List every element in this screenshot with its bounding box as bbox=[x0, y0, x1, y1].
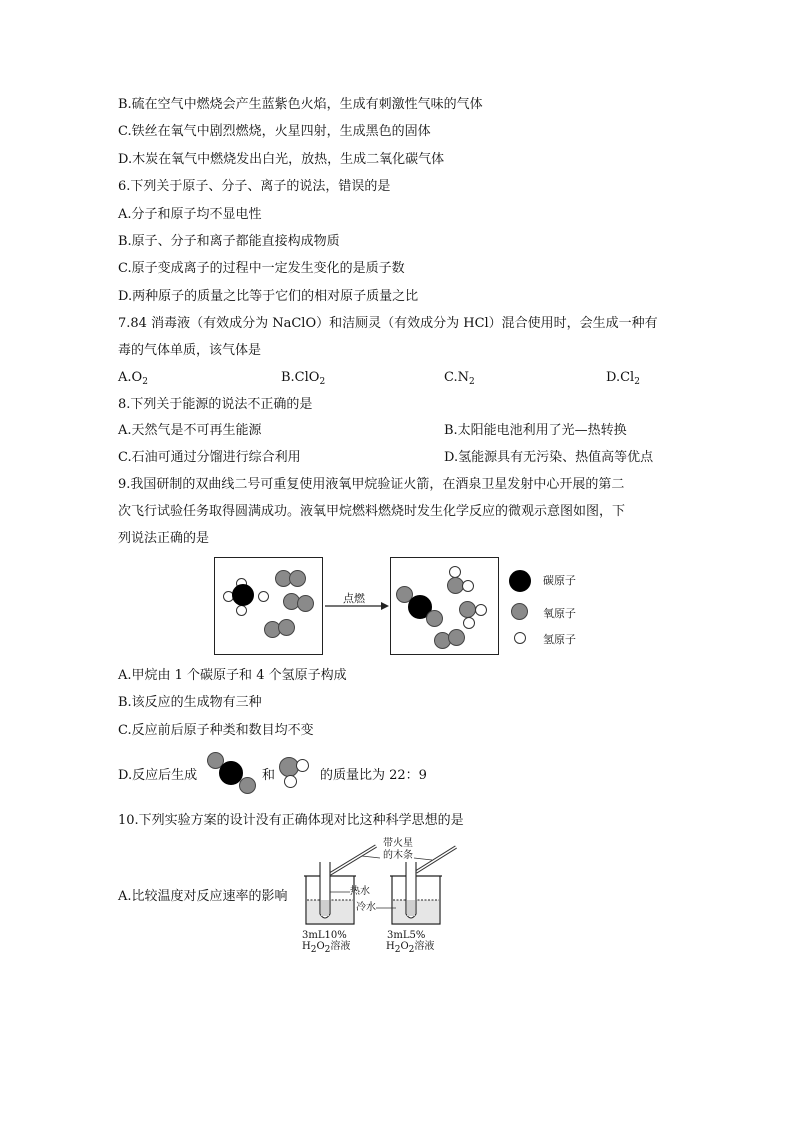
q9-option-d-prefix: D.反应后生成 bbox=[118, 768, 198, 783]
q7-stem-line2: 毒的气体单质，该气体是 bbox=[118, 343, 262, 358]
beakers-illustration-icon bbox=[296, 842, 466, 930]
reactants-box bbox=[214, 557, 323, 655]
hot-water-label: 热水 bbox=[350, 886, 370, 897]
legend-hydrogen-icon bbox=[514, 632, 526, 644]
hydrogen-atom bbox=[258, 591, 269, 602]
q9-option-d-suffix: 的质量比为 22：9 bbox=[320, 768, 427, 783]
cold-water-label: 冷水 bbox=[356, 902, 376, 913]
q10-stem: 10.下列实验方案的设计没有正确体现对比这种科学思想的是 bbox=[118, 813, 464, 828]
q7-option-a: $A.O_2$ bbox=[118, 370, 148, 387]
q6-option-b: B.原子、分子和离子都能直接构成物质 bbox=[118, 234, 340, 249]
q6-option-d: D.两种原子的质量之比等于它们的相对原子质量之比 bbox=[118, 289, 419, 304]
q8-option-b: B.太阳能电池利用了光—热转换 bbox=[444, 423, 627, 438]
oxygen-atom bbox=[448, 629, 465, 646]
q9-stem-line3: 列说法正确的是 bbox=[118, 531, 210, 546]
reaction-arrow-icon bbox=[323, 600, 391, 612]
q9-option-a: A.甲烷由 1 个碳原子和 4 个氢原子构成 bbox=[118, 668, 347, 683]
q5-option-c: C.铁丝在氧气中剧烈燃烧，火星四射，生成黑色的固体 bbox=[118, 124, 431, 139]
q10-option-a: A.比较温度对反应速率的影响 bbox=[118, 889, 288, 904]
q9-option-b: B.该反应的生成物有三种 bbox=[118, 695, 262, 710]
hydrogen-atom bbox=[462, 580, 474, 592]
carbon-atom bbox=[232, 584, 254, 606]
legend-carbon-label: 碳原子 bbox=[543, 574, 576, 587]
q8-option-a: A.天然气是不可再生能源 bbox=[118, 423, 262, 438]
right-solution-amount: 3mL5% bbox=[387, 930, 426, 941]
legend-carbon-icon bbox=[509, 570, 531, 592]
arrow-label: 点燃 bbox=[343, 592, 365, 605]
q5-option-b: B.硫在空气中燃烧会产生蓝紫色火焰，生成有刺激性气味的气体 bbox=[118, 97, 483, 112]
oxygen-atom bbox=[297, 595, 314, 612]
products-box bbox=[390, 557, 499, 655]
q7-option-c: $C.N_2$ bbox=[444, 370, 475, 387]
q8-option-d: D.氢能源具有无污染、热值高等优点 bbox=[444, 450, 654, 465]
inline-hydrogen-atom bbox=[296, 759, 309, 772]
stick-label-line1: 带火星 bbox=[383, 838, 413, 849]
left-solution-name: $H_2O_2$溶液 bbox=[302, 941, 351, 955]
oxygen-atom bbox=[459, 601, 476, 618]
right-solution-name: $H_2O_2$溶液 bbox=[386, 941, 435, 955]
q8-option-c: C.石油可通过分馏进行综合利用 bbox=[118, 450, 301, 465]
q8-stem: 8.下列关于能源的说法不正确的是 bbox=[118, 397, 313, 412]
inline-oxygen-atom bbox=[239, 777, 256, 794]
oxygen-atom bbox=[426, 610, 443, 627]
legend-oxygen-icon bbox=[511, 603, 528, 620]
q7-option-d: $D.Cl_2$ bbox=[606, 370, 640, 387]
hydrogen-atom bbox=[463, 617, 475, 629]
legend-hydrogen-label: 氢原子 bbox=[543, 633, 576, 646]
left-solution-amount: 3mL10% bbox=[302, 930, 347, 941]
q9-option-d-and: 和 bbox=[262, 768, 276, 783]
q6-option-a: A.分子和原子均不显电性 bbox=[118, 207, 262, 222]
hydrogen-atom bbox=[236, 605, 247, 616]
q9-stem-line2: 次飞行试验任务取得圆满成功。液氧甲烷燃料燃烧时发生化学反应的微观示意图如图，下 bbox=[118, 504, 626, 519]
inline-hydrogen-atom bbox=[284, 775, 297, 788]
q5-option-d: D.木炭在氧气中燃烧发出白光，放热，生成二氧化碳气体 bbox=[118, 152, 445, 167]
q7-stem-line1: 7.84 消毒液（有效成分为 NaClO）和洁厕灵（有效成分为 HCl）混合使用时，会生成一种有 bbox=[118, 316, 658, 331]
q7-option-b: B.ClO$_2$ bbox=[281, 370, 326, 387]
q9-option-c: C.反应前后原子种类和数目均不变 bbox=[118, 723, 314, 738]
q6-option-c: C.原子变成离子的过程中一定发生变化的是质子数 bbox=[118, 261, 405, 276]
q9-stem-line1: 9.我国研制的双曲线二号可重复使用液氧甲烷验证火箭，在酒泉卫星发射中心开展的第二 bbox=[118, 477, 625, 492]
stick-label-line2: 的木条 bbox=[383, 850, 413, 861]
oxygen-atom bbox=[289, 570, 306, 587]
legend-oxygen-label: 氧原子 bbox=[543, 607, 576, 620]
oxygen-atom bbox=[278, 619, 295, 636]
q6-stem: 6.下列关于原子、分子、离子的说法，错误的是 bbox=[118, 179, 391, 194]
hydrogen-atom bbox=[475, 604, 487, 616]
